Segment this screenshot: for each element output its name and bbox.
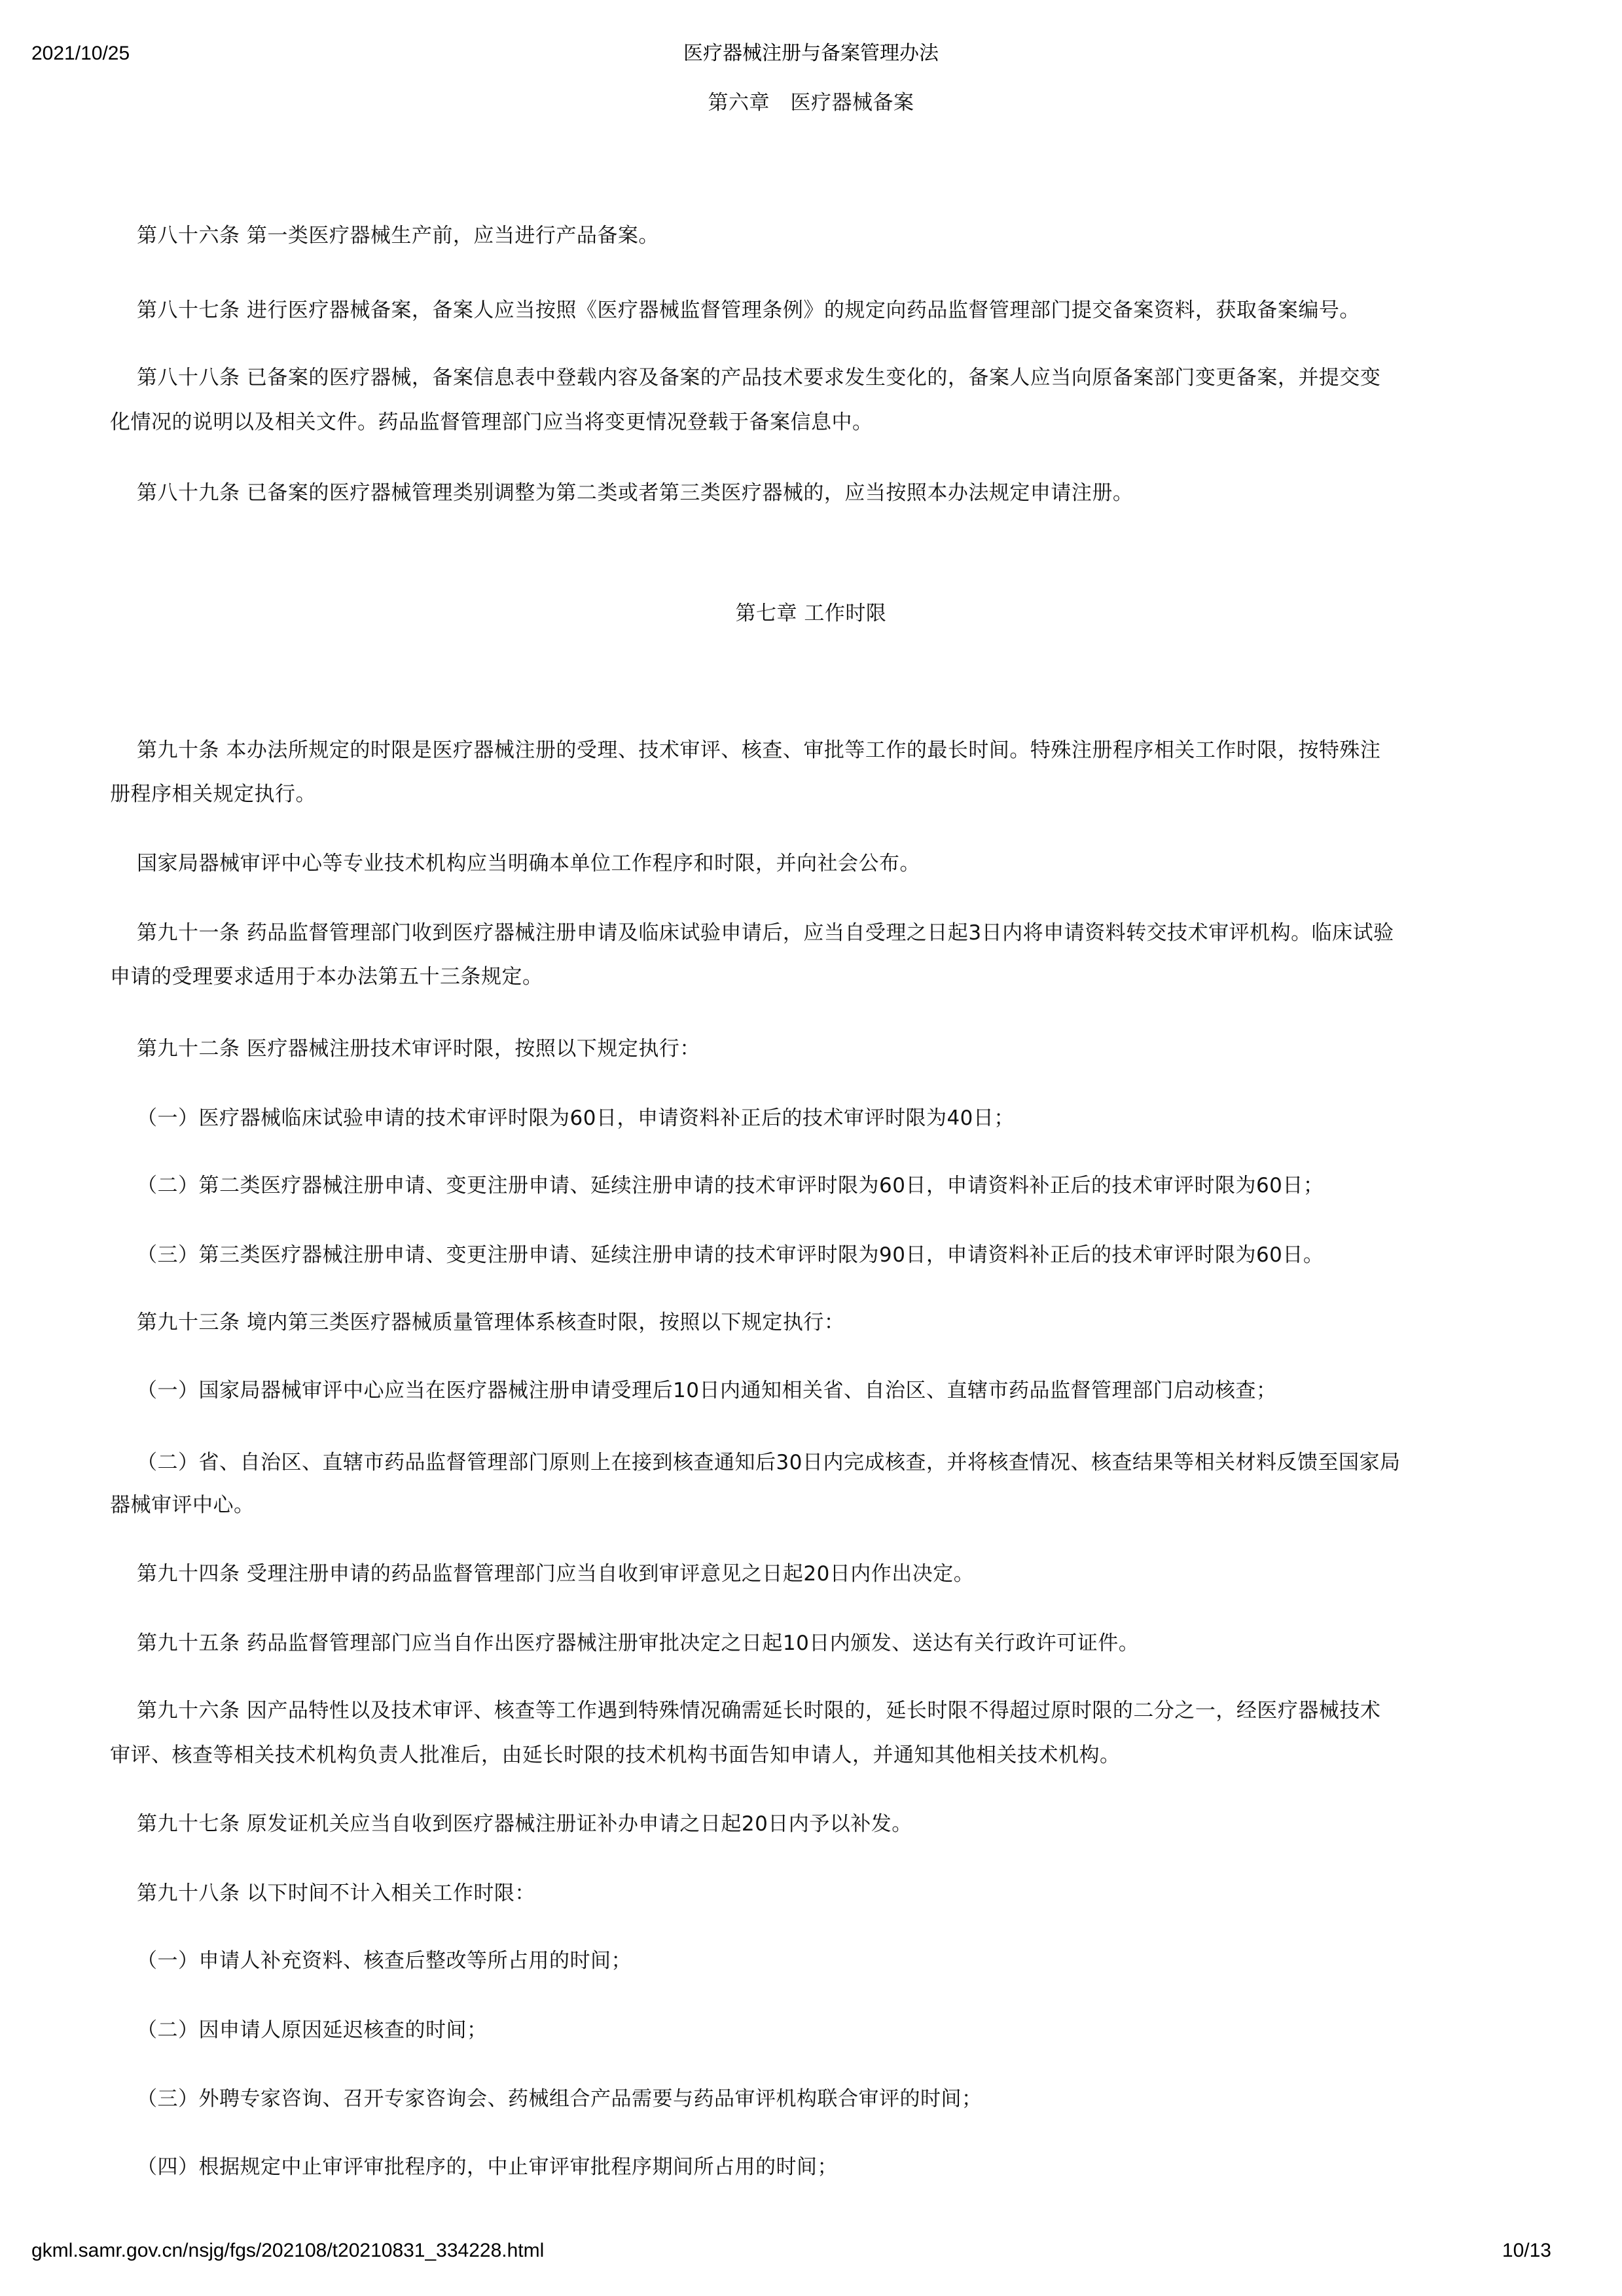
article-98-item-2: （二）因申请人原因延迟核查的时间； [137,2018,488,2042]
article-92-item-3: （三）第三类医疗器械注册申请、变更注册申请、延续注册申请的技术审评时限为90日，申请资料补正后的技术审评时限为60日。 [137,1243,1324,1267]
article-88-cont: 化情况的说明以及相关文件。药品监督管理部门应当将变更情况登载于备案信息中。 [110,410,873,434]
article-92: 第九十二条 医疗器械注册技术审评时限，按照以下规定执行： [137,1037,700,1061]
article-98: 第九十八条 以下时间不计入相关工作时限： [137,1882,535,1905]
page-number: 10/13 [1502,2240,1551,2261]
article-89: 第八十九条 已备案的医疗器械管理类别调整为第二类或者第三类医疗器械的，应当按照本办法规定申请注册。 [137,481,1134,505]
article-97: 第九十七条 原发证机关应当自收到医疗器械注册证补办申请之日起20日内予以补发。 [137,1812,912,1836]
article-91-cont: 申请的受理要求适用于本办法第五十三条规定。 [110,965,543,989]
article-91: 第九十一条 药品监督管理部门收到医疗器械注册申请及临床试验申请后，应当自受理之日起3日内将申请资料转交技术审评机构。临床试验 [137,921,1394,945]
chapter-heading: 第七章 工作时限 [735,602,887,625]
article-96: 第九十六条 因产品特性以及技术审评、核查等工作遇到特殊情况确需延长时限的，延长时限不得超过原时限的二分之一，经医疗器械技术 [137,1699,1381,1722]
article-93-item-2: （二）省、自治区、直辖市药品监督管理部门原则上在接到核查通知后30日内完成核查，并将核查情况、核查结果等相关材料反馈至国家局 [137,1451,1401,1474]
print-date: 2021/10/25 [31,43,130,64]
article-98-item-1: （一）申请人补充资料、核查后整改等所占用的时间； [137,1949,632,1973]
article-92-item-1: （一）医疗器械临床试验申请的技术审评时限为60日，申请资料补正后的技术审评时限为40日； [137,1106,1015,1130]
article-86: 第八十六条 第一类医疗器械生产前，应当进行产品备案。 [137,224,659,247]
article-98-item-3: （三）外聘专家咨询、召开专家咨询会、药械组合产品需要与药品审评机构联合审评的时间； [137,2087,982,2111]
source-url: gkml.samr.gov.cn/nsjg/fgs/202108/t20210831_334228.html [31,2240,545,2261]
article-93: 第九十三条 境内第三类医疗器械质量管理体系核查时限，按照以下规定执行： [137,1311,845,1334]
chapter-heading: 第六章 医疗器械备案 [708,91,914,115]
document-title: 医疗器械注册与备案管理办法 [683,43,939,64]
article-98-item-4: （四）根据规定中止审评审批程序的，中止审评审批程序期间所占用的时间； [137,2155,838,2179]
article-92-item-2: （二）第二类医疗器械注册申请、变更注册申请、延续注册申请的技术审评时限为60日，申请资料补正后的技术审评时限为60日； [137,1174,1324,1197]
article-95: 第九十五条 药品监督管理部门应当自作出医疗器械注册审批决定之日起10日内颁发、送达有关行政许可证件。 [137,1631,1140,1655]
article-96-cont: 审评、核查等相关技术机构负责人批准后，由延长时限的技术机构书面告知申请人，并通知其他相关技术机构。 [110,1743,1121,1767]
article-93-item-2-cont: 器械审评中心。 [110,1493,255,1517]
article-90-cont: 册程序相关规定执行。 [110,782,316,806]
article-88: 第八十八条 已备案的医疗器械，备案信息表中登载内容及备案的产品技术要求发生变化的，备案人应当向原备案部门变更备案，并提交变 [137,366,1381,390]
article-87: 第八十七条 进行医疗器械备案，备案人应当按照《医疗器械监督管理条例》的规定向药品监督管理部门提交备案资料，获取备案编号。 [137,299,1360,322]
article-90-para2: 国家局器械审评中心等专业技术机构应当明确本单位工作程序和时限，并向社会公布。 [137,852,920,875]
article-93-item-1: （一）国家局器械审评中心应当在医疗器械注册申请受理后10日内通知相关省、自治区、直辖市药品监督管理部门启动核查； [137,1379,1277,1402]
article-94: 第九十四条 受理注册申请的药品监督管理部门应当自收到审评意见之日起20日内作出决定。 [137,1562,975,1586]
article-90: 第九十条 本办法所规定的时限是医疗器械注册的受理、技术审评、核查、审批等工作的最长时间。特殊注册程序相关工作时限，按特殊注 [137,738,1381,762]
